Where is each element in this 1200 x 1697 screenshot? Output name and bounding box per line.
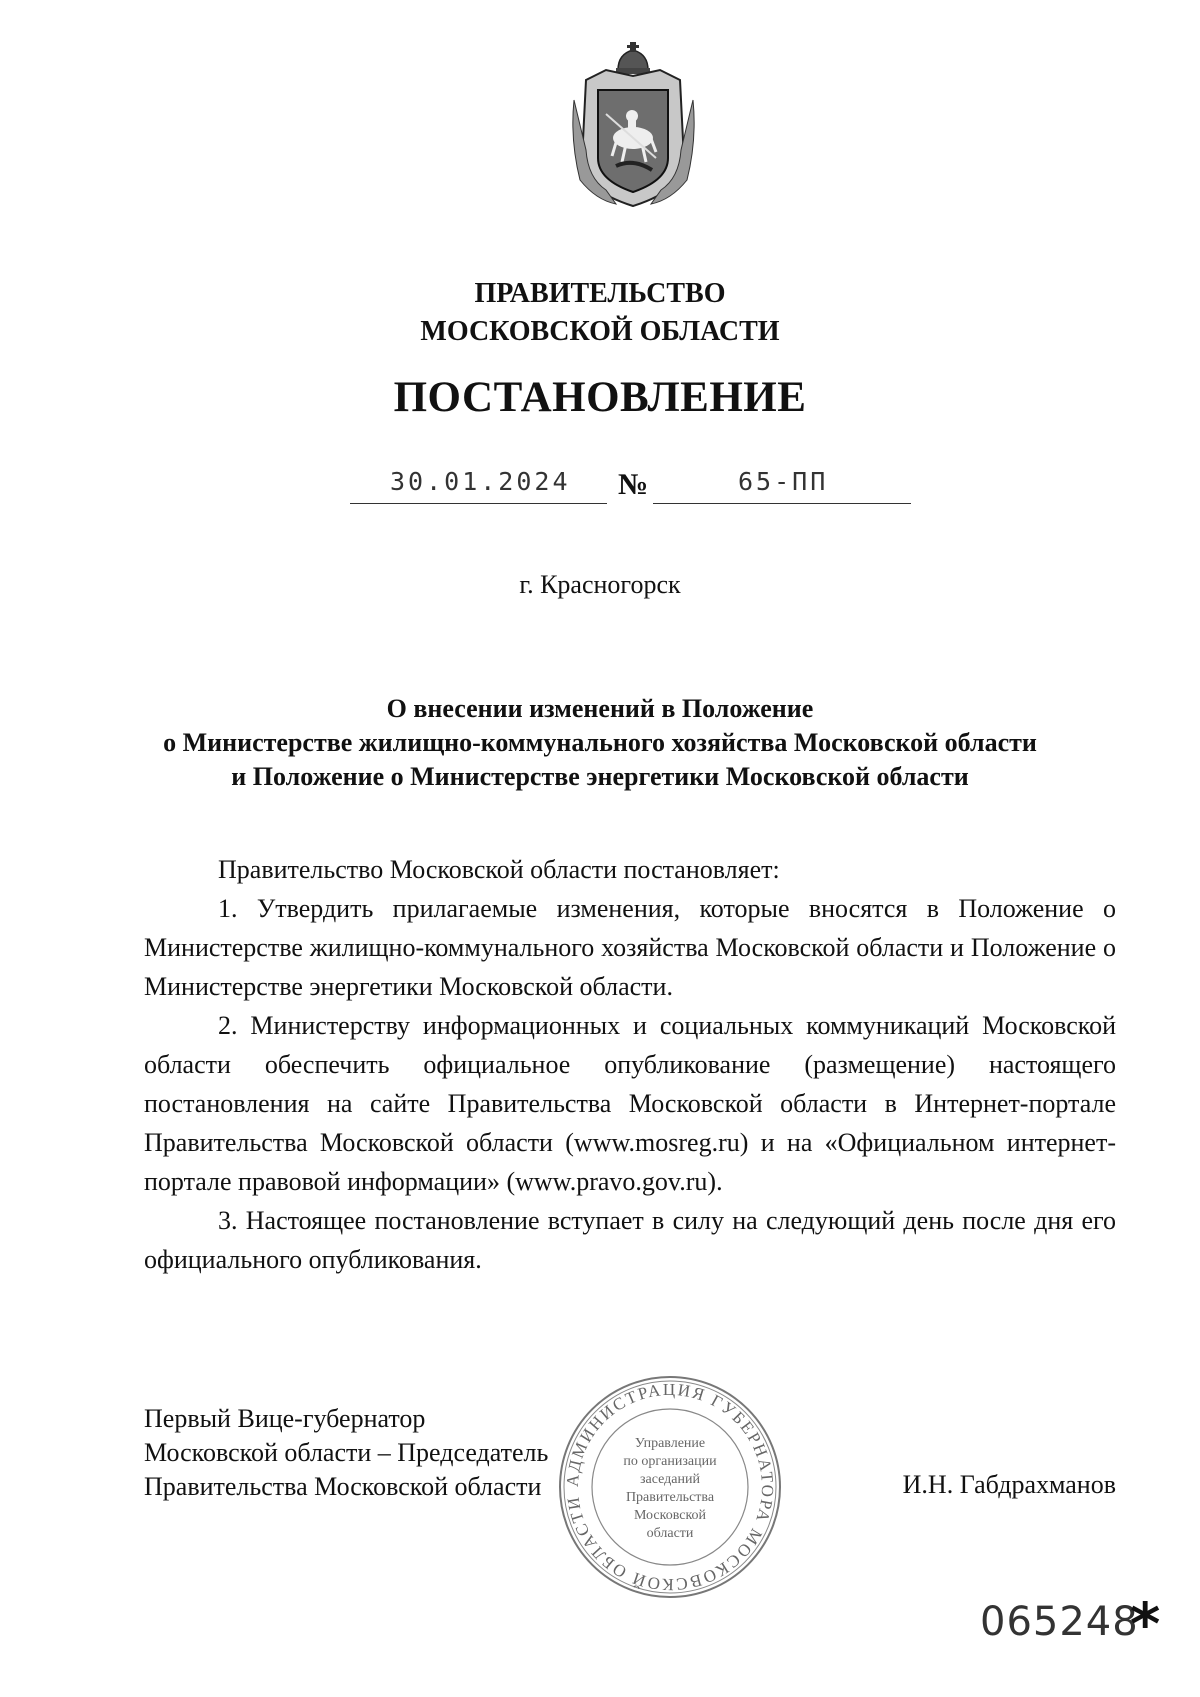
stamp-inner-line5: Московской [633, 1508, 707, 1523]
signer-name: И.Н. Габдрахманов [902, 1470, 1116, 1499]
position-line3: Правительства Московской области [144, 1472, 542, 1501]
paragraph-1: 1. Утвердить прилагаемые изменения, которые вносятся в Положение о Министерстве жилищно-коммунального хозяйства Московской области и Положение о Министерстве энергетики Московской области. [144, 894, 1116, 1001]
stamp-inner-line3: заседаний [640, 1472, 700, 1487]
org-name-line1: ПРАВИТЕЛЬСТВО [474, 278, 726, 309]
paragraph-2: 2. Министерству информационных и социальных коммуникаций Московской области обеспечить официальное опубликование (размещение) настоящего постановления на сайте Правительства Московской области в Интернет-портале Правительства Московской области (www.mosreg.ru) и на «Официальном интернет-портале правовой информации» (www.pravo.gov.ru). [144, 1011, 1116, 1196]
document-code: 065248 [980, 1599, 1139, 1645]
official-stamp [555, 1372, 785, 1602]
position-line2: Московской области – Председатель [144, 1438, 549, 1467]
stamp-inner-line2: по организации [623, 1454, 717, 1469]
org-name-line2: МОСКОВСКОЙ ОБЛАСТИ [420, 316, 780, 347]
subject-line2: о Министерстве жилищно-коммунального хозяйства Московской области [163, 728, 1037, 757]
position-line1: Первый Вице-губернатор [144, 1404, 426, 1433]
subject-line1: О внесении изменений в Положение [386, 694, 814, 723]
paragraph-3: 3. Настоящее постановление вступает в силу на следующий день после дня его официального опубликования. [144, 1206, 1116, 1274]
subject-line3: и Положение о Министерстве энергетики Московской области [231, 762, 969, 791]
asterisk-mark: * [1130, 1590, 1161, 1658]
body-text [144, 850, 1116, 1279]
stamp-inner-line4: Правительства [625, 1490, 715, 1505]
stamp-outer-text: АДМИНИСТРАЦИЯ ГУБЕРНАТОРА МОСКОВСКОЙ ОБЛАСТИ [562, 1379, 778, 1595]
city-name: г. Красногорск [519, 570, 681, 599]
number-sign: № [618, 468, 649, 501]
coat-of-arms-emblem [566, 40, 701, 210]
intro-paragraph: Правительство Московской области постановляет: [218, 855, 780, 884]
svg-text:АДМИНИСТРАЦИЯ ГУБЕРНАТОРА МОСК [563, 1380, 777, 1594]
document-number: 65-ПП [738, 467, 829, 496]
document-type: ПОСТАНОВЛЕНИЕ [393, 374, 807, 421]
signature-position [144, 1402, 548, 1504]
document-date: 30.01.2024 [390, 467, 571, 496]
stamp-inner-line6: области [646, 1526, 694, 1541]
stamp-inner-line1: Управление [634, 1436, 706, 1451]
